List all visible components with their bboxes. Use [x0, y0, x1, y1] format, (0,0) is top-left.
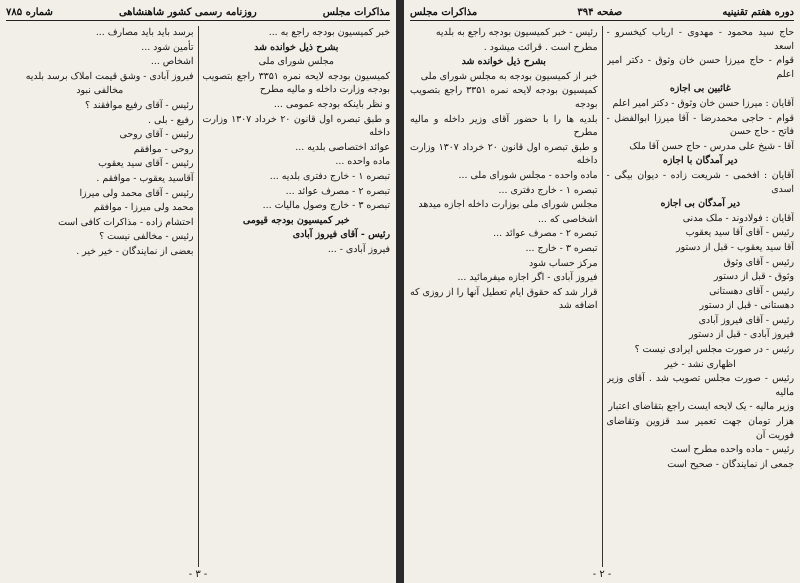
right-header-center: صفحه ۳۹۴ [577, 6, 623, 18]
right-page-columns [410, 26, 794, 567]
text-line: بلدیه ها را با حضور آقای وزیر داخله و مالیه مطرح [410, 113, 598, 139]
text-line: تبصره ۲ - مصرف عوائد ... [285, 185, 390, 197]
text-line: اظهاری نشد - خیر [664, 358, 736, 370]
text-line: مرکز حساب شود [528, 257, 598, 269]
text-line: تبصره ۱ - خارج دفتری بلدیه ... [269, 170, 390, 182]
text-line: مجلس شورای ملی بوزارت داخله اجازه میدهد [418, 199, 598, 211]
text-line: قرار شد که حقوق ایام تعطیل آنها را از روزی که اضافه شد [410, 286, 598, 312]
text-line: بشرح ذیل خوانده شد [461, 56, 546, 68]
text-line: کمیسیون بودجه لایحه نمره ۳۳۵۱ راجع بتصویب بودجه وزارت داخله و مالیه مطرح [202, 70, 390, 96]
text-line: خبر کمیسیون بودجه قیومی [242, 214, 350, 226]
text-line: آقاسید یعقوب - موافقم . [96, 172, 194, 184]
left-header-center: روزنامه رسمی کشور شاهنشاهی [118, 6, 257, 18]
text-line: خبر کمیسیون بودجه راجع به ... [268, 27, 390, 38]
text-line: رئیس - مخالفی نیست ؟ [99, 231, 194, 243]
right-page-column-left [410, 26, 598, 567]
text-line: دیر آمدگان با اجازه [662, 155, 738, 167]
text-line: مطرح است . قرائت میشود . [483, 41, 598, 53]
text-line: رئیس - آقای روحی [119, 129, 194, 141]
text-line: و طبق تبصره اول قانون ۲۰ خرداد ۱۳۰۷ وزارت داخله [410, 141, 598, 167]
text-line: رئیس - آقای فیروز آبادی [292, 229, 390, 241]
text-line: برسد باید باید مصارف ... [95, 27, 194, 38]
text-line: آقایان : افخمی - شریعت زاده - دیوان بیگی - اسدی [606, 169, 794, 195]
text-line: رئیس - ماده واحده مطرح است [670, 444, 794, 456]
text-line: مخالفی نبود [76, 85, 124, 97]
text-line: تبصره ۳ - خارج ... [525, 242, 598, 254]
column-divider [602, 26, 603, 567]
text-line: فیروز آبادی - اگر اجازه میفرمائید ... [457, 272, 598, 284]
text-line: رئیس - آقای وثوق [723, 256, 794, 268]
right-page-column-right [607, 26, 795, 567]
text-line: آقایان : فولادوند - ملک مدنی [682, 212, 794, 224]
left-header-left: شماره ۷۸۵ [6, 6, 53, 18]
text-line: عوائد اختصاصی بلدیه ... [295, 141, 390, 153]
text-line: فیروز آبادی - ... [327, 243, 390, 255]
text-line: هزار تومان جهت تعمیر سد قزوین وتقاضای فوریت آن [606, 416, 794, 441]
text-line: تبصره ۳ - خارج وصول مالیات ... [262, 200, 390, 212]
text-line: دیر آمدگان بی اجازه [660, 198, 741, 210]
text-line: وزیر مالیه - یک لایحه ایست راجع بتقاضای اعتبار [608, 401, 794, 413]
text-line: مجلس شورای ملی [258, 56, 334, 68]
text-line: رفیع - بلی . [148, 114, 194, 126]
right-page-header [410, 4, 794, 21]
text-line: فیروز آبادی - وشق قیمت املاک برسد بلدیه [25, 70, 194, 82]
text-line: رئیس - در صورت مجلس ایرادی نیست ؟ [634, 344, 794, 356]
text-line: تبصره ۱ - خارج دفتری ... [498, 184, 598, 196]
left-header-right: مذاکرات مجلس [322, 6, 390, 18]
text-line: رئیس - آقای فیروز آبادی [698, 314, 794, 326]
text-line: ماده واحده ... [335, 156, 390, 168]
book-gutter [396, 0, 404, 583]
text-line: دهستانی - قبل از دستور [699, 300, 794, 312]
text-line: محمد ولی میرزا - موافقم [93, 202, 194, 214]
left-page-number: - ٣ - [188, 569, 208, 580]
text-line: رئیس - آقای دهستانی [709, 285, 794, 297]
text-line: غائبین بی اجازه [669, 83, 731, 95]
text-line: خبر از کمیسیون بودجه به مجلس شورای ملی [420, 70, 598, 82]
left-page-column-right [203, 26, 391, 567]
text-line: رئیس - آقای رفیع موافقند ؟ [84, 99, 194, 111]
text-line: احتشام زاده - مذاکرات کافی است [58, 216, 194, 228]
text-line: روحی - موافقم [133, 143, 194, 155]
text-line: تأمین شود ... [141, 41, 194, 53]
right-page [404, 0, 800, 583]
text-line: فیروز آبادی - قبل از دستور [689, 329, 794, 341]
left-page-header [6, 4, 390, 21]
text-line: قوام - حاجی محمدرضا - آقا میرزا ابوالفضل - فاتح - حاج حسن [606, 112, 794, 138]
column-divider [198, 26, 199, 567]
text-line: آقایان : میرزا حسن خان وثوق - دکتر امیر اعلم [612, 97, 794, 109]
text-line: رئیس - آقای آقا سید یعقوب [685, 227, 794, 239]
left-page [0, 0, 396, 583]
text-line: و نظر باینکه بودجه عمومی ... [273, 98, 390, 110]
right-page-number: - ٢ - [592, 569, 612, 580]
text-line: آقا سید یعقوب - قبل از دستور [676, 241, 794, 253]
text-line: بشرح ذیل خوانده شد [254, 41, 339, 53]
right-header-left: مذاکرات مجلس [410, 6, 478, 18]
text-line: رئیس - صورت مجلس تصویب شد . آقای وزیر مالیه [606, 373, 794, 398]
text-line: رئیس - آقای سید یعقوب [98, 158, 194, 170]
text-line: قوام - حاج میرزا حسن خان وثوق - دکتر امیر اعلم [606, 55, 794, 80]
right-header-right: دوره هفتم تقنینیه [722, 6, 794, 18]
text-line: وثوق - قبل از دستور [713, 271, 794, 283]
text-line: رئیس - خبر کمیسیون بودجه راجع به بلدیه [435, 27, 598, 38]
text-line: ماده واحده - مجلس شورای ملی ... [458, 169, 598, 181]
text-line: اشخاص ... [150, 56, 194, 68]
text-line: جمعی از نمایندگان - صحیح است [667, 458, 794, 470]
text-line: بعضی از نمایندگان - خیر خیر . [76, 245, 194, 257]
text-line: تبصره ۲ - مصرف عوائد ... [493, 228, 598, 240]
text-line: اشخاصی که ... [537, 213, 598, 225]
left-page-column-left [6, 26, 194, 567]
text-line: و طبق تبصره اول قانون ۲۰ خرداد ۱۳۰۷ وزارت داخله [202, 113, 390, 139]
text-line: آقا - شیخ علی مدرس - حاج حسن آقا ملک [629, 140, 794, 152]
text-line: حاج سید محمود - مهدوی - ارباب کیخسرو - اسعد [606, 27, 794, 52]
text-line: رئیس - آقای محمد ولی میرزا [79, 187, 194, 199]
text-line: کمیسیون بودجه لایحه نمره ۳۳۵۱ راجع بتصویب بودجه [410, 85, 598, 110]
left-page-columns [6, 26, 390, 567]
